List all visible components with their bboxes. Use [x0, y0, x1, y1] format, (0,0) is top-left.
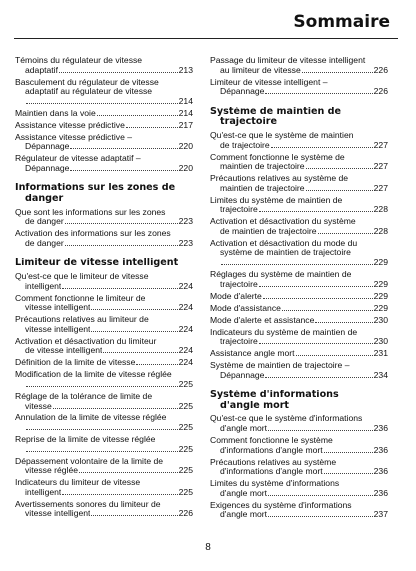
toc-entry-text: adaptatif — [25, 65, 58, 75]
dot-leader — [306, 190, 373, 191]
dot-leader — [324, 473, 373, 474]
toc-entry-text: Exigences du système d'informations — [210, 500, 352, 510]
section-heading-line: Limiteur de vitesse intelligent — [15, 258, 179, 269]
toc-page-number[interactable]: 225 — [178, 378, 193, 389]
toc-entry-text: Régulateur de vitesse adaptatif – — [15, 154, 141, 164]
toc-entry-text: Précautions relatives au limiteur de — [15, 315, 149, 325]
toc-entry-leader-row — [210, 304, 388, 314]
toc-entry-leader-row — [15, 423, 193, 433]
toc-entry-text: Assistance angle mort — [210, 349, 295, 359]
dot-leader — [62, 288, 177, 289]
toc-entry-text: Que sont les informations sur les zones — [15, 207, 166, 217]
toc-entry[interactable] — [15, 358, 193, 368]
toc-entry-leader-row — [210, 446, 388, 456]
dot-leader — [62, 494, 177, 495]
section-heading — [15, 183, 193, 204]
toc-entry[interactable] — [210, 239, 388, 268]
toc-entry[interactable] — [15, 413, 193, 432]
toc-entry-text: Précautions relatives au système — [210, 457, 337, 467]
toc-entry-text: vitesse réglée — [25, 466, 79, 476]
dot-leader — [26, 451, 178, 452]
toc-page-number[interactable]: 224 — [178, 357, 193, 368]
toc-entry-leader-row — [15, 303, 193, 313]
toc-entry-text: Indicateurs du limiteur de vitesse — [15, 478, 141, 488]
toc-entry-text: Activation et désactivation du mode du — [210, 238, 358, 248]
header-rule — [14, 38, 398, 39]
toc-entry-text: d'informations d'angle mort — [220, 467, 323, 477]
toc-entry-leader-row — [210, 205, 388, 215]
toc-entry[interactable] — [210, 458, 388, 477]
dot-leader — [263, 298, 373, 299]
toc-entry-text: Assistance vitesse prédictive — [15, 120, 125, 130]
toc-page-number[interactable]: 227 — [373, 182, 388, 193]
toc-entry[interactable] — [15, 457, 193, 476]
toc-entry-text: Définition de la limite de vitesse — [15, 358, 136, 368]
dot-leader — [103, 352, 177, 353]
toc-entry-text: Précautions relatives au système de — [210, 174, 349, 184]
toc-entry-text: Activation et désactivation du limiteur — [15, 336, 157, 346]
dot-leader — [91, 515, 177, 516]
toc-entry[interactable] — [15, 337, 193, 356]
page-header — [0, 0, 416, 42]
toc-entry-leader-row — [15, 239, 193, 249]
toc-column-left — [15, 56, 193, 521]
toc-page-number[interactable]: 234 — [373, 369, 388, 380]
toc-page-number[interactable]: 228 — [373, 225, 388, 236]
toc-entry-leader-row — [210, 467, 388, 477]
toc-entry-text: Dépannage — [220, 370, 265, 380]
toc-entry-leader-row — [15, 217, 193, 227]
toc-entry[interactable] — [210, 479, 388, 498]
toc-entry-leader-row — [210, 337, 388, 347]
toc-entry-leader-row — [210, 371, 388, 381]
toc-entry-text: Assistance vitesse prédictive – — [15, 132, 133, 142]
toc-page-number[interactable]: 230 — [373, 336, 388, 347]
toc-entry-text: d'angle mort — [220, 510, 268, 520]
toc-page-number[interactable]: 213 — [178, 64, 193, 75]
dot-leader — [265, 377, 372, 378]
toc-entry[interactable] — [210, 196, 388, 215]
dot-leader — [26, 386, 178, 387]
toc-page-number[interactable]: 223 — [178, 216, 193, 227]
dot-leader — [59, 72, 178, 73]
toc-entry[interactable] — [210, 316, 388, 326]
toc-entry-text: trajectoire — [220, 337, 258, 347]
toc-entry-text: de maintien de trajectoire — [220, 226, 317, 236]
dot-leader — [79, 472, 178, 473]
toc-entry[interactable] — [15, 478, 193, 497]
toc-entry-text: Comment fonctionne le système de — [210, 152, 345, 162]
toc-entry-leader-row — [210, 292, 388, 302]
toc-entry-leader-row — [210, 280, 388, 290]
toc-entry[interactable] — [210, 131, 388, 150]
toc-page-number[interactable]: 230 — [373, 314, 388, 325]
toc-entry-leader-row — [210, 489, 388, 499]
toc-entry-leader-row — [15, 358, 193, 368]
toc-entry-text: Annulation de la limite de vitesse réglée — [15, 413, 167, 423]
toc-entry-text: Indicateurs du système de maintien de — [210, 327, 358, 337]
toc-entry-text: Activation et désactivation du système — [210, 217, 356, 227]
toc-page-number[interactable]: 226 — [373, 64, 388, 75]
toc-entry-text: de vitesse intelligent — [25, 346, 103, 356]
toc-entry[interactable] — [15, 435, 193, 454]
dot-leader — [259, 343, 373, 344]
toc-entry[interactable] — [210, 270, 388, 289]
toc-page-number[interactable]: 224 — [178, 345, 193, 356]
dot-leader — [70, 170, 177, 171]
toc-entry-text: de trajectoire — [220, 140, 270, 150]
toc-entry-text: Dépassement volontaire de la limite de — [15, 456, 164, 466]
toc-entry-text: Dépannage — [25, 163, 70, 173]
section-heading-line: Système de maintien de — [210, 106, 342, 117]
dot-leader — [265, 93, 372, 94]
toc-page-number[interactable]: 229 — [373, 302, 388, 313]
toc-entry[interactable] — [15, 294, 193, 313]
toc-entry[interactable] — [210, 78, 388, 97]
toc-entry-text: Témoins du régulateur de vitesse — [15, 56, 143, 65]
toc-entry[interactable] — [15, 500, 193, 519]
toc-entry-text: vitesse intelligent — [25, 303, 91, 313]
toc-page-number[interactable]: 228 — [373, 204, 388, 215]
dot-leader — [65, 223, 178, 224]
toc-page-number[interactable]: 236 — [373, 466, 388, 477]
dot-leader — [302, 72, 373, 73]
toc-entry-leader-row — [210, 87, 388, 97]
toc-entry-leader-row — [210, 184, 388, 194]
toc-entry-leader-row — [210, 141, 388, 151]
toc-entry-leader-row — [15, 325, 193, 335]
toc-entry[interactable] — [210, 217, 388, 236]
toc-entry-text: Reprise de la limite de vitesse réglée — [15, 435, 156, 445]
dot-leader — [53, 408, 178, 409]
toc-entry-text: Activation des informations sur les zones — [15, 229, 171, 239]
toc-entry-text: trajectoire — [220, 205, 258, 215]
toc-entry[interactable] — [15, 315, 193, 334]
toc-entry-text: Qu'est-ce que le limiteur de vitesse — [15, 272, 149, 282]
toc-page-number[interactable]: 229 — [373, 278, 388, 289]
toc-entry[interactable] — [210, 328, 388, 347]
toc-entry-text: Maintien dans la voie — [15, 108, 96, 118]
toc-page-number[interactable]: 226 — [178, 508, 193, 519]
toc-entry-leader-row — [15, 282, 193, 292]
toc-entry[interactable] — [210, 56, 388, 75]
toc-page-number[interactable]: 225 — [178, 400, 193, 411]
dot-leader — [268, 516, 373, 517]
toc-column-right — [210, 56, 388, 522]
dot-leader — [26, 103, 178, 104]
toc-entry-leader-row — [15, 466, 193, 476]
toc-entry-leader-row — [210, 227, 388, 237]
dot-leader — [26, 429, 178, 430]
toc-entry-text: Limites du système de maintien de — [210, 195, 343, 205]
toc-entry-leader-row — [210, 510, 388, 520]
toc-page-number[interactable]: 236 — [373, 423, 388, 434]
toc-entry[interactable] — [15, 121, 193, 131]
dot-leader — [296, 355, 373, 356]
toc-entry-text: Qu'est-ce que le système de maintien — [210, 130, 354, 140]
dot-leader — [97, 115, 178, 116]
toc-entry-text: adaptatif au régulateur de vitesse — [25, 87, 153, 97]
toc-entry-text: Mode d'alerte — [210, 291, 262, 301]
toc-page-number[interactable]: 214 — [178, 107, 193, 118]
toc-entry-text: vitesse intelligent — [25, 509, 91, 519]
toc-entry[interactable] — [15, 78, 193, 107]
page-number: 8 — [205, 542, 211, 553]
toc-entry-leader-row — [210, 66, 388, 76]
toc-entry-leader-row — [210, 316, 388, 326]
toc-entry-leader-row — [15, 346, 193, 356]
toc-entry[interactable] — [210, 414, 388, 433]
toc-entry[interactable] — [15, 208, 193, 227]
toc-page-number[interactable]: 224 — [178, 302, 193, 313]
section-heading-line: d'angle mort — [220, 400, 290, 411]
dot-leader — [259, 211, 373, 212]
toc-entry-text: Passage du limiteur de vitesse intelligent — [210, 56, 366, 65]
toc-entry[interactable] — [210, 174, 388, 193]
toc-entry-leader-row — [15, 402, 193, 412]
toc-entry-text: Dépannage — [25, 142, 70, 152]
toc-page-number[interactable]: 227 — [373, 161, 388, 172]
toc-page-number[interactable]: 217 — [178, 119, 193, 130]
dot-leader — [306, 168, 373, 169]
toc-entry-leader-row — [15, 66, 193, 76]
toc-page-number[interactable]: 236 — [373, 444, 388, 455]
dot-leader — [221, 264, 373, 265]
page-title: Sommaire — [293, 12, 390, 32]
toc-page-number[interactable]: 227 — [373, 139, 388, 150]
toc-entry[interactable] — [210, 361, 388, 380]
section-heading-line: Informations sur les zones de — [15, 183, 176, 194]
toc-entry-text: Dépannage — [220, 87, 265, 97]
toc-entry-text: intelligent — [25, 487, 62, 497]
dot-leader — [324, 452, 373, 453]
toc-entry[interactable] — [210, 501, 388, 520]
toc-entry-text: Système de maintien de trajectoire – — [210, 361, 350, 371]
toc-entry-text: de danger — [25, 217, 64, 227]
toc-entry-text: Réglage de la tolérance de limite de — [15, 391, 153, 401]
toc-page-number[interactable]: 225 — [178, 465, 193, 476]
toc-page-number[interactable]: 223 — [178, 237, 193, 248]
toc-entry-leader-row — [15, 121, 193, 131]
toc-entry[interactable] — [210, 436, 388, 455]
toc-entry-leader-row — [15, 142, 193, 152]
section-heading-line: trajectoire — [220, 117, 277, 128]
toc-page-number[interactable]: 220 — [178, 162, 193, 173]
toc-page-number[interactable]: 225 — [178, 422, 193, 433]
toc-page-number[interactable]: 231 — [373, 348, 388, 359]
toc-entry-text: trajectoire — [220, 279, 258, 289]
toc-entry-text: intelligent — [25, 281, 62, 291]
toc-entry-text: Limiteur de vitesse intelligent – — [210, 77, 328, 87]
dot-leader — [91, 309, 177, 310]
dot-leader — [70, 148, 177, 149]
toc-entry[interactable] — [15, 370, 193, 389]
dot-leader — [268, 430, 373, 431]
toc-page-number[interactable]: 225 — [178, 443, 193, 454]
toc-entry-leader-row — [210, 162, 388, 172]
dot-leader — [136, 364, 177, 365]
toc-entry-leader-row — [15, 164, 193, 174]
toc-entry-leader-row — [210, 424, 388, 434]
toc-entry-text: Comment fonctionne le limiteur de — [15, 293, 146, 303]
toc-entry-text: Basculement du régulateur de vitesse — [15, 77, 159, 87]
toc-entry[interactable] — [15, 109, 193, 119]
toc-entry-text: d'angle mort — [220, 488, 268, 498]
section-heading-line: danger — [25, 194, 64, 205]
toc-page-number[interactable]: 236 — [373, 487, 388, 498]
toc-entry-text: maintien de trajectoire — [220, 162, 305, 172]
toc-entry-text: Comment fonctionne le système — [210, 436, 333, 446]
toc-page-number[interactable]: 229 — [373, 257, 388, 268]
toc-entry[interactable] — [210, 304, 388, 314]
toc-page-number[interactable]: 224 — [178, 280, 193, 291]
dot-leader — [126, 127, 178, 128]
toc-entry-text: Avertissements sonores du limiteur de — [15, 499, 161, 509]
toc-entry-text: Mode d'alerte et assistance — [210, 315, 315, 325]
toc-entry-text: au limiteur de vitesse — [220, 65, 301, 75]
toc-entry-leader-row — [15, 509, 193, 519]
toc-page-number[interactable]: 224 — [178, 323, 193, 334]
dot-leader — [282, 310, 373, 311]
toc-entry-text: Mode d'assistance — [210, 303, 281, 313]
toc-page-number[interactable]: 225 — [178, 486, 193, 497]
toc-entry-text: vitesse — [25, 401, 52, 411]
toc-entry-text: vitesse intelligent — [25, 324, 91, 334]
toc-entry[interactable] — [15, 56, 193, 75]
dot-leader — [268, 495, 373, 496]
toc-entry-leader-row — [15, 97, 193, 107]
toc-entry-text: système de maintien de trajectoire — [220, 248, 351, 258]
toc-entry-text: de danger — [25, 238, 64, 248]
dot-leader — [315, 322, 372, 323]
toc-entry[interactable] — [15, 229, 193, 248]
toc-entry-leader-row — [210, 258, 388, 268]
section-heading-line: Système d'informations — [210, 390, 339, 401]
dot-leader — [91, 331, 177, 332]
toc-page-number[interactable]: 214 — [178, 95, 193, 106]
dot-leader — [318, 233, 373, 234]
toc-entry[interactable] — [15, 272, 193, 291]
toc-page-number[interactable]: 226 — [373, 86, 388, 97]
toc-entry-text: maintien de trajectoire — [220, 183, 305, 193]
toc-entry[interactable] — [15, 133, 193, 152]
toc-page-number[interactable]: 229 — [373, 290, 388, 301]
toc-entry-leader-row — [15, 380, 193, 390]
toc-entry-leader-row — [15, 109, 193, 119]
toc-page-number[interactable]: 220 — [178, 141, 193, 152]
toc-entry-leader-row — [210, 349, 388, 359]
dot-leader — [259, 286, 373, 287]
toc-entry-text: d'angle mort — [220, 424, 268, 434]
toc-entry-text: d'informations d'angle mort — [220, 445, 323, 455]
toc-entry[interactable] — [210, 153, 388, 172]
section-heading — [210, 107, 388, 128]
toc-entry[interactable] — [210, 349, 388, 359]
section-heading — [210, 390, 388, 411]
toc-entry-leader-row — [15, 445, 193, 455]
toc-entry[interactable] — [210, 292, 388, 302]
section-heading — [15, 258, 193, 269]
toc-page-number[interactable]: 237 — [373, 509, 388, 520]
dot-leader — [65, 245, 178, 246]
toc-entry[interactable] — [15, 392, 193, 411]
toc-entry-text: Modification de la limite de vitesse réglée — [15, 370, 172, 380]
toc-entry[interactable] — [15, 154, 193, 173]
dot-leader — [271, 147, 373, 148]
toc-entry-leader-row — [15, 488, 193, 498]
toc-entry-text: Qu'est-ce que le système d'informations — [210, 414, 363, 424]
toc-entry-text: Limites du système d'informations — [210, 479, 340, 489]
toc-entry-text: Réglages du système de maintien de — [210, 270, 352, 280]
